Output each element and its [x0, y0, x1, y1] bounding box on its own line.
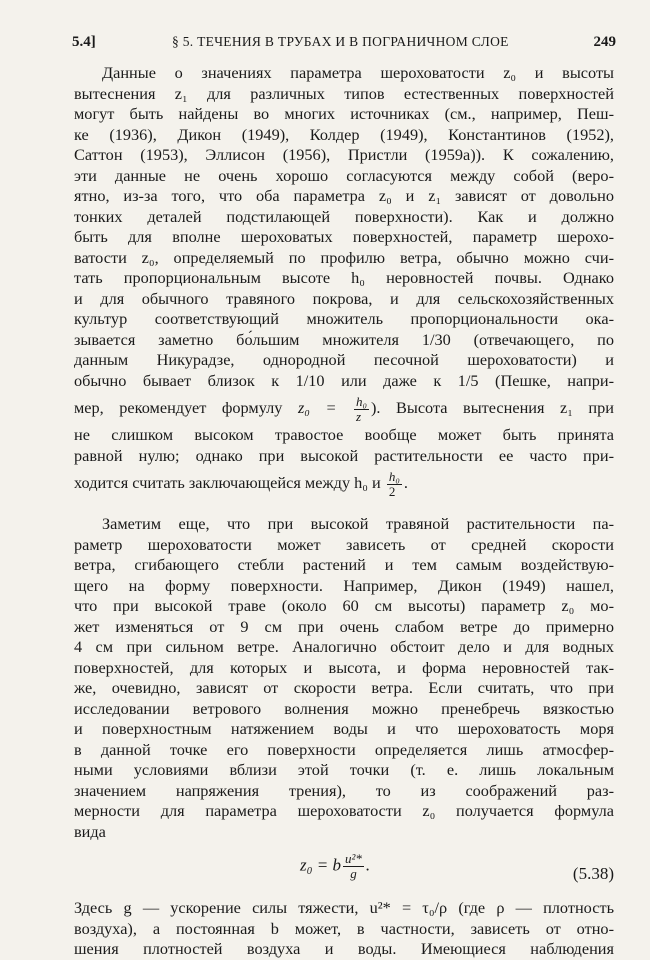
text-line: воздуха), а постоянная b может, в частности, зависеть от отно-	[74, 918, 614, 938]
page-number: 249	[593, 34, 616, 50]
paragraph-1	[74, 63, 614, 500]
text-line: и поверхностным натяжением воды и что шероховатость моря	[74, 719, 614, 738]
text-line: шения плотностей воздуха и воды. Имеющиеся наблюдения	[74, 939, 614, 958]
text-line: 4 см при сильном ветре. Аналогично обстоит дело и для водных	[74, 637, 614, 656]
text-line: раметр шероховатости может зависеть от средней скорости	[74, 534, 614, 554]
text-line: Заметим еще, что при высокой травяной растительности па-	[102, 514, 614, 533]
text-line: ке (1936), Дикон (1949), Колдер (1949), Константинов (1952),	[74, 124, 614, 144]
equation-fraction: $\frac{\text{u²*}}{g}$	[345, 851, 362, 881]
text-line: тать пропорциональным высоте h₀ неровностей почвы. Однако	[74, 268, 614, 287]
text-line: же, очевидно, зависят от скорости ветра. Если считать, что при	[74, 678, 614, 697]
text-line: обычно бывает близок к 1/10 или даже к 1/5 (Пешке, напри-	[74, 370, 614, 390]
text-line: Саттон (1953), Эллисон (1956), Пристли (1959а)). К сожалению,	[74, 145, 614, 164]
text-line: вида	[74, 821, 106, 841]
text-line: тонких деталей подстилающей поверхности). Как и должно	[74, 206, 614, 226]
text-line: могут быть найдены во многих источниках (см., например, Пеш-	[74, 104, 614, 123]
body-text	[74, 63, 614, 960]
text-line: равной нулю; однако при высокой растительности ее часто при-	[74, 445, 614, 465]
text-line-with-formula: ходится считать заключающейся между h₀ и $\frac{\text{h₀}}{2}$ .	[74, 468, 408, 499]
text-line: жет изменяться от 9 см при очень слабом ветре до примерно	[74, 616, 614, 636]
text-line-with-formula: мер, рекомендует формулу z₀ = $\frac{\text{h₀}}{z}$ ). Высота вытеснения z₁ при	[74, 393, 614, 424]
paragraph-2	[74, 514, 614, 842]
text-line: вытеснения z₁ для различных типов естественных поверхностей	[74, 83, 614, 103]
paragraph-3	[74, 898, 614, 960]
section-number: 5.4]	[72, 34, 96, 50]
text-line: не слишком высоком травостое вообще может быть принята	[74, 425, 614, 444]
text-line: Данные о значениях параметра шероховатости z₀ и высоты	[102, 63, 614, 82]
text-line: ветра, сгибающего стебли растений и тем самым воздействую-	[74, 555, 614, 574]
text-line: мерности для параметра шероховатости z₀ получается формула	[74, 801, 614, 820]
running-header	[72, 34, 616, 54]
text-line: исследовании ветрового волнения можно пренебречь вязкостью	[74, 698, 614, 718]
text-line: щего на форму поверхности. Например, Дикон (1949) нашел,	[74, 575, 614, 595]
text-line: поверхностей, для которых и высота, и форма неровностей так-	[74, 657, 614, 677]
text-line: Здесь g — ускорение силы тяжести, u²* = τ₀/ρ (где ρ — плотность	[74, 898, 614, 917]
text-line: быть для вполне шероховатых поверхностей, параметр шерохо-	[74, 227, 614, 246]
text-line: культур соответствующий множитель пропорциональности ока-	[74, 309, 614, 328]
equation-number: (5.38)	[572, 864, 614, 883]
inline-fraction: $\frac{\text{h₀}}{2}$	[388, 468, 400, 499]
text-line: ятно, из-за того, что оба параметра z₀ и z₁ зависят от довольно	[74, 186, 614, 205]
equation-5-38	[74, 842, 614, 898]
text-line: и для обычного травяного покрова, и для сельскохозяйственных	[74, 288, 614, 308]
text-line: ватости z₀, определяемый по профилю ветра, обычно можно счи-	[74, 247, 614, 267]
running-title: § 5. ТЕЧЕНИЯ В ТРУБАХ И В ПОГРАНИЧНОМ СЛОЕ	[172, 34, 509, 49]
text-line: эти данные не очень хорошо согласуются между собой (веро-	[74, 165, 614, 185]
text-line: ными условиями вблизи этой точки (т. е. лишь локальным	[74, 760, 614, 779]
equation-formula: z₀ = b $\frac{\text{u²*}}{g}$ .	[300, 851, 371, 881]
inline-formula-lhs: z₀ =	[297, 398, 352, 417]
text-line: данным Никурадзе, однородной песочной шероховатости) и	[74, 350, 614, 369]
text-line: что при высокой траве (около 60 см высоты) параметр z₀ мо-	[74, 596, 614, 615]
text-line: значением напряжения трения), то из соображений раз-	[74, 780, 614, 800]
text-line: зывается заметно бо́льшим множителя 1/30 (отвечающего, по	[74, 329, 614, 349]
text-line: в данной точке его поверхности определяется лишь атмосфер-	[74, 739, 614, 759]
inline-fraction: $\frac{\text{h₀}}{z}$	[355, 393, 368, 424]
